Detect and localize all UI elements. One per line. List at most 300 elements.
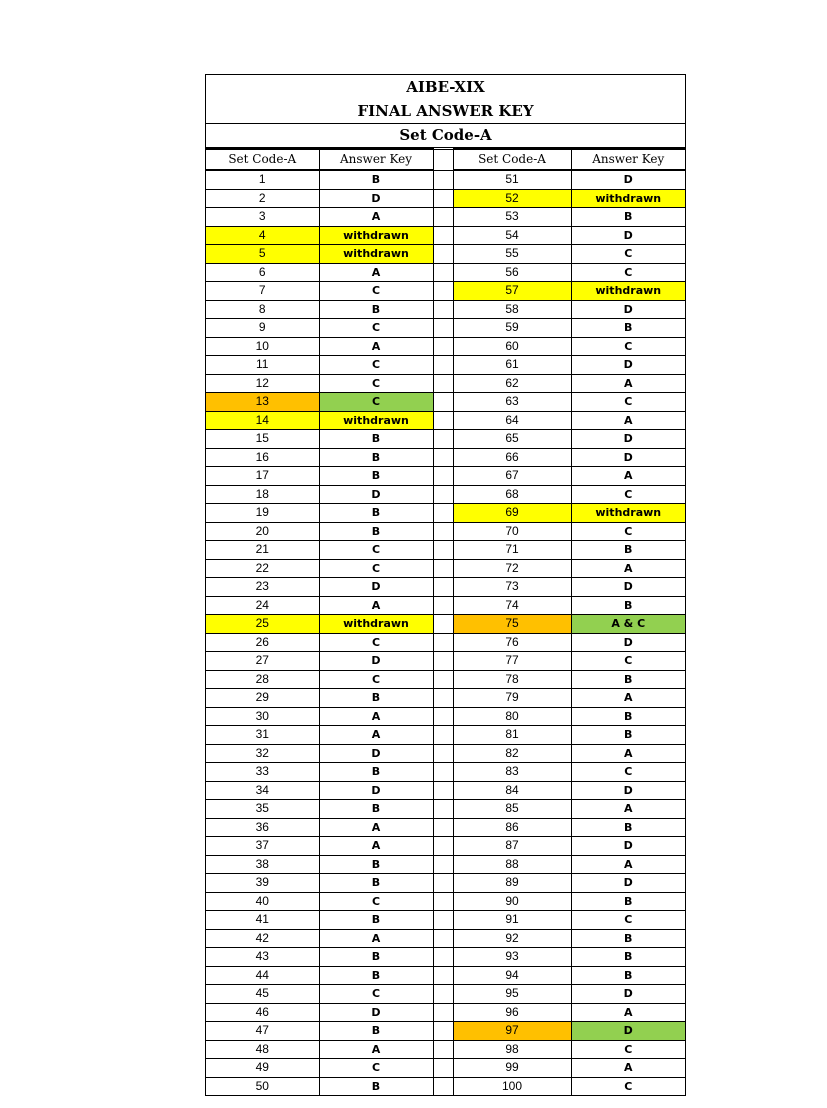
gap-cell	[433, 522, 453, 541]
answer-cell: A	[571, 855, 685, 874]
table-row	[206, 411, 685, 430]
question-number-cell: 27	[206, 652, 319, 671]
question-number-cell: 89	[453, 874, 571, 893]
gap-cell	[433, 966, 453, 985]
gap-cell	[433, 615, 453, 634]
question-number-cell: 8	[206, 300, 319, 319]
question-number-cell: 35	[206, 800, 319, 819]
question-number-cell: 67	[453, 467, 571, 486]
answer-cell: C	[571, 263, 685, 282]
question-number-cell: 13	[206, 393, 319, 412]
gap-cell	[433, 763, 453, 782]
table-row	[206, 744, 685, 763]
table-row	[206, 670, 685, 689]
answer-cell: B	[319, 855, 433, 874]
answer-cell: C	[571, 245, 685, 264]
answer-cell: B	[571, 726, 685, 745]
answer-cell: B	[319, 504, 433, 523]
question-number-cell: 62	[453, 374, 571, 393]
question-number-cell: 42	[206, 929, 319, 948]
question-number-cell: 96	[453, 1003, 571, 1022]
answer-cell: D	[571, 633, 685, 652]
gap-cell	[433, 541, 453, 560]
table-row	[206, 170, 685, 189]
question-number-cell: 50	[206, 1077, 319, 1095]
header-left-answer: Answer Key	[319, 149, 433, 170]
question-number-cell: 47	[206, 1022, 319, 1041]
table-row	[206, 430, 685, 449]
gap-cell	[433, 689, 453, 708]
question-number-cell: 88	[453, 855, 571, 874]
answer-cell: B	[319, 800, 433, 819]
table-row	[206, 393, 685, 412]
document-title: FINAL ANSWER KEY	[206, 99, 685, 124]
question-number-cell: 31	[206, 726, 319, 745]
gap-cell	[433, 781, 453, 800]
answer-cell: C	[571, 652, 685, 671]
answer-cell: D	[571, 430, 685, 449]
question-number-cell: 32	[206, 744, 319, 763]
question-number-cell: 53	[453, 208, 571, 227]
question-number-cell: 87	[453, 837, 571, 856]
answer-cell: B	[319, 874, 433, 893]
answer-cell: D	[319, 1003, 433, 1022]
answer-rows	[206, 170, 685, 1095]
table-row	[206, 282, 685, 301]
question-number-cell: 77	[453, 652, 571, 671]
answer-cell: D	[319, 485, 433, 504]
gap-cell	[433, 356, 453, 375]
gap-cell	[433, 744, 453, 763]
question-number-cell: 38	[206, 855, 319, 874]
question-number-cell: 21	[206, 541, 319, 560]
table-row	[206, 781, 685, 800]
question-number-cell: 29	[206, 689, 319, 708]
question-number-cell: 80	[453, 707, 571, 726]
gap-cell	[433, 596, 453, 615]
answer-cell: B	[319, 522, 433, 541]
gap-cell	[433, 1022, 453, 1041]
table-row	[206, 448, 685, 467]
gap-cell	[433, 300, 453, 319]
gap-cell	[433, 652, 453, 671]
answer-cell: C	[319, 1059, 433, 1078]
answer-cell: A	[571, 744, 685, 763]
set-code-title: Set Code-A	[206, 124, 685, 148]
question-number-cell: 86	[453, 818, 571, 837]
question-number-cell: 51	[453, 170, 571, 189]
gap-cell	[433, 319, 453, 338]
answer-cell: B	[571, 596, 685, 615]
gap-cell	[433, 578, 453, 597]
gap-cell	[433, 1003, 453, 1022]
answer-cell: B	[571, 892, 685, 911]
question-number-cell: 36	[206, 818, 319, 837]
gap-cell	[433, 670, 453, 689]
table-row	[206, 929, 685, 948]
question-number-cell: 10	[206, 337, 319, 356]
answer-cell: D	[319, 744, 433, 763]
question-number-cell: 40	[206, 892, 319, 911]
column-gap	[433, 149, 453, 170]
table-row	[206, 763, 685, 782]
question-number-cell: 69	[453, 504, 571, 523]
answer-cell: C	[319, 319, 433, 338]
table-row	[206, 1059, 685, 1078]
answer-cell: C	[319, 559, 433, 578]
answer-cell: withdrawn	[319, 411, 433, 430]
table-row	[206, 966, 685, 985]
table-row	[206, 726, 685, 745]
answer-cell: D	[571, 226, 685, 245]
answer-cell: B	[571, 541, 685, 560]
answer-cell: A	[571, 467, 685, 486]
gap-cell	[433, 245, 453, 264]
question-number-cell: 98	[453, 1040, 571, 1059]
question-number-cell: 33	[206, 763, 319, 782]
question-number-cell: 4	[206, 226, 319, 245]
question-number-cell: 68	[453, 485, 571, 504]
answer-cell: D	[571, 578, 685, 597]
question-number-cell: 34	[206, 781, 319, 800]
gap-cell	[433, 467, 453, 486]
answer-cell: D	[571, 1022, 685, 1041]
answer-cell: C	[571, 763, 685, 782]
question-number-cell: 19	[206, 504, 319, 523]
answer-cell: A	[319, 726, 433, 745]
answer-cell: A	[571, 559, 685, 578]
question-number-cell: 74	[453, 596, 571, 615]
answer-cell: B	[319, 763, 433, 782]
answer-cell: C	[571, 485, 685, 504]
exam-title: AIBE-XIX	[406, 78, 485, 96]
question-number-cell: 15	[206, 430, 319, 449]
question-number-cell: 59	[453, 319, 571, 338]
table-row	[206, 541, 685, 560]
header-left-question: Set Code-A	[206, 149, 319, 170]
table-row	[206, 337, 685, 356]
header-right-answer: Answer Key	[571, 149, 685, 170]
table-row	[206, 578, 685, 597]
answer-cell: C	[571, 911, 685, 930]
gap-cell	[433, 929, 453, 948]
answer-cell: A	[571, 1059, 685, 1078]
table-row	[206, 356, 685, 375]
answer-cell: B	[571, 818, 685, 837]
question-number-cell: 45	[206, 985, 319, 1004]
question-number-cell: 52	[453, 189, 571, 208]
answer-cell: D	[571, 170, 685, 189]
question-number-cell: 83	[453, 763, 571, 782]
table-row	[206, 1022, 685, 1041]
gap-cell	[433, 504, 453, 523]
answer-cell: B	[319, 689, 433, 708]
gap-cell	[433, 948, 453, 967]
answer-cell: D	[319, 652, 433, 671]
gap-cell	[433, 170, 453, 189]
table-row	[206, 485, 685, 504]
question-number-cell: 90	[453, 892, 571, 911]
question-number-cell: 82	[453, 744, 571, 763]
question-number-cell: 56	[453, 263, 571, 282]
question-number-cell: 17	[206, 467, 319, 486]
question-number-cell: 57	[453, 282, 571, 301]
question-number-cell: 43	[206, 948, 319, 967]
question-number-cell: 23	[206, 578, 319, 597]
question-number-cell: 61	[453, 356, 571, 375]
question-number-cell: 84	[453, 781, 571, 800]
answer-cell: A	[571, 689, 685, 708]
table-row	[206, 652, 685, 671]
answer-cell: A	[319, 837, 433, 856]
table-row	[206, 263, 685, 282]
answer-cell: C	[319, 393, 433, 412]
question-number-cell: 91	[453, 911, 571, 930]
question-number-cell: 37	[206, 837, 319, 856]
table-row	[206, 855, 685, 874]
answer-cell: A	[319, 1040, 433, 1059]
answer-cell: B	[319, 300, 433, 319]
table-row	[206, 837, 685, 856]
question-number-cell: 41	[206, 911, 319, 930]
answer-cell: D	[319, 189, 433, 208]
question-number-cell: 18	[206, 485, 319, 504]
answer-cell: A	[319, 263, 433, 282]
table-row	[206, 633, 685, 652]
question-number-cell: 1	[206, 170, 319, 189]
answer-cell: C	[319, 892, 433, 911]
gap-cell	[433, 559, 453, 578]
table-row	[206, 374, 685, 393]
table-row	[206, 208, 685, 227]
answer-cell: B	[319, 170, 433, 189]
question-number-cell: 93	[453, 948, 571, 967]
gap-cell	[433, 226, 453, 245]
answer-cell: A	[319, 929, 433, 948]
gap-cell	[433, 393, 453, 412]
question-number-cell: 94	[453, 966, 571, 985]
answer-cell: A	[319, 208, 433, 227]
question-number-cell: 64	[453, 411, 571, 430]
answer-cell: A	[571, 1003, 685, 1022]
answer-key-sheet	[205, 74, 686, 1096]
question-number-cell: 79	[453, 689, 571, 708]
gap-cell	[433, 411, 453, 430]
answer-cell: D	[571, 837, 685, 856]
table-row	[206, 226, 685, 245]
gap-cell	[433, 485, 453, 504]
table-row	[206, 522, 685, 541]
answer-cell: C	[571, 337, 685, 356]
answer-cell: B	[319, 448, 433, 467]
answer-cell: D	[571, 448, 685, 467]
table-row	[206, 874, 685, 893]
gap-cell	[433, 263, 453, 282]
table-row	[206, 707, 685, 726]
question-number-cell: 60	[453, 337, 571, 356]
gap-cell	[433, 855, 453, 874]
answer-cell: B	[319, 1022, 433, 1041]
gap-cell	[433, 726, 453, 745]
question-number-cell: 95	[453, 985, 571, 1004]
answer-cell: withdrawn	[319, 226, 433, 245]
answer-cell: A	[571, 411, 685, 430]
answer-cell: C	[319, 374, 433, 393]
question-number-cell: 30	[206, 707, 319, 726]
question-number-cell: 24	[206, 596, 319, 615]
table-row	[206, 985, 685, 1004]
question-number-cell: 9	[206, 319, 319, 338]
answer-cell: C	[319, 541, 433, 560]
answer-cell: withdrawn	[319, 245, 433, 264]
gap-cell	[433, 374, 453, 393]
gap-cell	[433, 1059, 453, 1078]
question-number-cell: 85	[453, 800, 571, 819]
table-row	[206, 1040, 685, 1059]
table-row	[206, 245, 685, 264]
answer-cell: B	[571, 707, 685, 726]
question-number-cell: 22	[206, 559, 319, 578]
question-number-cell: 75	[453, 615, 571, 634]
question-number-cell: 70	[453, 522, 571, 541]
answer-cell: withdrawn	[319, 615, 433, 634]
question-number-cell: 65	[453, 430, 571, 449]
answer-cell: B	[319, 1077, 433, 1095]
table-row	[206, 1077, 685, 1095]
answer-cell: D	[571, 874, 685, 893]
question-number-cell: 54	[453, 226, 571, 245]
gap-cell	[433, 837, 453, 856]
answer-cell: B	[571, 929, 685, 948]
question-number-cell: 5	[206, 245, 319, 264]
question-number-cell: 7	[206, 282, 319, 301]
table-row	[206, 1003, 685, 1022]
answer-cell: B	[571, 966, 685, 985]
table-row	[206, 319, 685, 338]
answer-cell: C	[319, 356, 433, 375]
gap-cell	[433, 707, 453, 726]
answer-cell: A	[571, 374, 685, 393]
table-row	[206, 504, 685, 523]
table-header-row	[206, 149, 685, 170]
question-number-cell: 2	[206, 189, 319, 208]
question-number-cell: 16	[206, 448, 319, 467]
question-number-cell: 92	[453, 929, 571, 948]
answer-key-table	[206, 148, 685, 1095]
question-number-cell: 71	[453, 541, 571, 560]
gap-cell	[433, 1040, 453, 1059]
question-number-cell: 66	[453, 448, 571, 467]
answer-cell: B	[571, 948, 685, 967]
question-number-cell: 63	[453, 393, 571, 412]
question-number-cell: 14	[206, 411, 319, 430]
gap-cell	[433, 874, 453, 893]
gap-cell	[433, 337, 453, 356]
question-number-cell: 73	[453, 578, 571, 597]
answer-cell: B	[319, 966, 433, 985]
question-number-cell: 99	[453, 1059, 571, 1078]
answer-cell: A	[319, 596, 433, 615]
table-row	[206, 300, 685, 319]
question-number-cell: 72	[453, 559, 571, 578]
answer-cell: A	[319, 818, 433, 837]
answer-cell: D	[571, 300, 685, 319]
question-number-cell: 25	[206, 615, 319, 634]
question-number-cell: 44	[206, 966, 319, 985]
gap-cell	[433, 633, 453, 652]
question-number-cell: 97	[453, 1022, 571, 1041]
answer-cell: D	[319, 781, 433, 800]
question-number-cell: 46	[206, 1003, 319, 1022]
answer-cell: D	[571, 781, 685, 800]
table-row	[206, 818, 685, 837]
question-number-cell: 6	[206, 263, 319, 282]
question-number-cell: 39	[206, 874, 319, 893]
answer-cell: withdrawn	[571, 504, 685, 523]
answer-cell: B	[319, 911, 433, 930]
answer-cell: C	[319, 282, 433, 301]
answer-cell: B	[319, 948, 433, 967]
question-number-cell: 12	[206, 374, 319, 393]
header-right-question: Set Code-A	[453, 149, 571, 170]
question-number-cell: 26	[206, 633, 319, 652]
answer-cell: B	[319, 430, 433, 449]
question-number-cell: 55	[453, 245, 571, 264]
gap-cell	[433, 892, 453, 911]
answer-cell: C	[571, 522, 685, 541]
answer-cell: A	[319, 707, 433, 726]
gap-cell	[433, 1077, 453, 1095]
gap-cell	[433, 189, 453, 208]
answer-cell: B	[571, 670, 685, 689]
table-row	[206, 689, 685, 708]
answer-cell: C	[571, 1040, 685, 1059]
question-number-cell: 58	[453, 300, 571, 319]
answer-cell: D	[571, 356, 685, 375]
question-number-cell: 81	[453, 726, 571, 745]
table-row	[206, 800, 685, 819]
answer-cell: withdrawn	[571, 189, 685, 208]
gap-cell	[433, 985, 453, 1004]
table-row	[206, 596, 685, 615]
answer-cell: D	[571, 985, 685, 1004]
table-row	[206, 948, 685, 967]
answer-cell: C	[571, 393, 685, 412]
table-row	[206, 615, 685, 634]
answer-cell: B	[571, 208, 685, 227]
answer-cell: B	[571, 319, 685, 338]
gap-cell	[433, 818, 453, 837]
question-number-cell: 3	[206, 208, 319, 227]
gap-cell	[433, 282, 453, 301]
table-row	[206, 559, 685, 578]
table-row	[206, 911, 685, 930]
question-number-cell: 78	[453, 670, 571, 689]
answer-cell: B	[319, 467, 433, 486]
question-number-cell: 20	[206, 522, 319, 541]
answer-cell: C	[319, 670, 433, 689]
question-number-cell: 76	[453, 633, 571, 652]
question-number-cell: 49	[206, 1059, 319, 1078]
gap-cell	[433, 208, 453, 227]
answer-cell: A	[319, 337, 433, 356]
question-number-cell: 100	[453, 1077, 571, 1095]
table-row	[206, 189, 685, 208]
gap-cell	[433, 911, 453, 930]
answer-cell: C	[319, 985, 433, 1004]
answer-cell: A & C	[571, 615, 685, 634]
question-number-cell: 48	[206, 1040, 319, 1059]
